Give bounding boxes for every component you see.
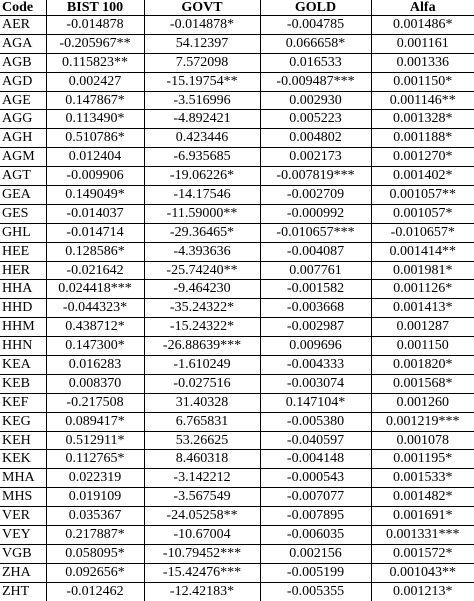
cell-alfa: 0.001213*	[371, 582, 474, 600]
table-row	[0, 34, 474, 53]
cell-alfa: 0.001188*	[371, 129, 474, 148]
cell-code: VGB	[0, 544, 46, 563]
cell-bist100: 0.115823**	[46, 53, 144, 72]
cell-govt: -3.142212	[144, 469, 260, 488]
cell-alfa: 0.001331***	[371, 526, 474, 545]
cell-code: KEB	[0, 374, 46, 393]
cell-govt: -29.36465*	[144, 223, 260, 242]
cell-govt: -14.17546	[144, 186, 260, 205]
cell-gold: -0.009487***	[260, 72, 371, 91]
header-bist100: BIST 100	[46, 0, 144, 16]
cell-code: KEH	[0, 431, 46, 450]
cell-govt: -0.014878*	[144, 16, 260, 35]
cell-code: KEA	[0, 356, 46, 375]
cell-bist100: 0.512911*	[46, 431, 144, 450]
cell-alfa: 0.001195*	[371, 450, 474, 469]
table-row	[0, 91, 474, 110]
cell-alfa: 0.001150	[371, 337, 474, 356]
cell-bist100: -0.009906	[46, 167, 144, 186]
cell-code: GHL	[0, 223, 46, 242]
cell-govt: 0.423446	[144, 129, 260, 148]
cell-code: VER	[0, 507, 46, 526]
cell-bist100: -0.217508	[46, 393, 144, 412]
cell-gold: 0.147104*	[260, 393, 371, 412]
cell-gold: -0.002987	[260, 318, 371, 337]
cell-alfa: 0.001691*	[371, 507, 474, 526]
cell-alfa: 0.001486*	[371, 16, 474, 35]
cell-gold: 0.016533	[260, 53, 371, 72]
table-row	[0, 507, 474, 526]
table-row	[0, 129, 474, 148]
cell-bist100: 0.002427	[46, 72, 144, 91]
cell-govt: 7.572098	[144, 53, 260, 72]
table-row	[0, 544, 474, 563]
cell-gold: 0.005223	[260, 110, 371, 129]
cell-gold: 0.007761	[260, 261, 371, 280]
cell-govt: -3.516996	[144, 91, 260, 110]
cell-code: HER	[0, 261, 46, 280]
table-row	[0, 110, 474, 129]
cell-govt: -0.027516	[144, 374, 260, 393]
cell-govt: -15.19754**	[144, 72, 260, 91]
cell-code: HEE	[0, 242, 46, 261]
cell-bist100: 0.438712*	[46, 318, 144, 337]
cell-gold: 0.002156	[260, 544, 371, 563]
table-row	[0, 280, 474, 299]
cell-govt: 8.460318	[144, 450, 260, 469]
cell-code: KEK	[0, 450, 46, 469]
cell-bist100: -0.014878	[46, 16, 144, 35]
table-row	[0, 299, 474, 318]
table-header	[0, 0, 474, 16]
table-row	[0, 261, 474, 280]
cell-code: AGG	[0, 110, 46, 129]
cell-govt: -4.892421	[144, 110, 260, 129]
cell-bist100: 0.510786*	[46, 129, 144, 148]
cell-code: AGH	[0, 129, 46, 148]
cell-bist100: 0.019109	[46, 488, 144, 507]
cell-gold: 0.004802	[260, 129, 371, 148]
table-row	[0, 223, 474, 242]
cell-alfa: 0.001260	[371, 393, 474, 412]
cell-code: HHM	[0, 318, 46, 337]
table-row	[0, 582, 474, 600]
cell-govt: -1.610249	[144, 356, 260, 375]
cell-code: HHD	[0, 299, 46, 318]
cell-alfa: 0.001482*	[371, 488, 474, 507]
cell-govt: -12.42183*	[144, 582, 260, 600]
cell-code: AGA	[0, 34, 46, 53]
header-gold: GOLD	[260, 0, 371, 16]
cell-code: AGD	[0, 72, 46, 91]
cell-alfa: 0.001328*	[371, 110, 474, 129]
cell-gold: -0.000992	[260, 204, 371, 223]
cell-govt: -3.567549	[144, 488, 260, 507]
table-row	[0, 242, 474, 261]
cell-gold: -0.004785	[260, 16, 371, 35]
header-govt: GOVT	[144, 0, 260, 16]
cell-code: KEG	[0, 412, 46, 431]
cell-bist100: 0.024418***	[46, 280, 144, 299]
cell-govt: -4.393636	[144, 242, 260, 261]
cell-alfa: 0.001146**	[371, 91, 474, 110]
table-row	[0, 450, 474, 469]
cell-gold: -0.003074	[260, 374, 371, 393]
cell-govt: -26.88639***	[144, 337, 260, 356]
cell-bist100: -0.205967**	[46, 34, 144, 53]
cell-gold: -0.005380	[260, 412, 371, 431]
cell-gold: 0.066658*	[260, 34, 371, 53]
cell-gold: -0.004333	[260, 356, 371, 375]
table-row	[0, 469, 474, 488]
cell-gold: 0.009696	[260, 337, 371, 356]
cell-govt: -25.74240**	[144, 261, 260, 280]
cell-govt: 54.12397	[144, 34, 260, 53]
header-row	[0, 0, 474, 16]
cell-govt: 53.26625	[144, 431, 260, 450]
cell-alfa: 0.001078	[371, 431, 474, 450]
table-row	[0, 526, 474, 545]
cell-govt: -9.464230	[144, 280, 260, 299]
cell-govt: -24.05258**	[144, 507, 260, 526]
cell-code: AGT	[0, 167, 46, 186]
header-code: Code	[0, 0, 46, 16]
cell-alfa: -0.010657*	[371, 223, 474, 242]
cell-bist100: 0.147300*	[46, 337, 144, 356]
cell-code: ZHT	[0, 582, 46, 600]
cell-alfa: 0.001219***	[371, 412, 474, 431]
cell-alfa: 0.001413*	[371, 299, 474, 318]
cell-alfa: 0.001287	[371, 318, 474, 337]
cell-bist100: 0.128586*	[46, 242, 144, 261]
cell-gold: -0.010657***	[260, 223, 371, 242]
cell-alfa: 0.001150*	[371, 72, 474, 91]
header-alfa: Alfa	[371, 0, 474, 16]
cell-bist100: 0.035367	[46, 507, 144, 526]
cell-gold: -0.006035	[260, 526, 371, 545]
cell-bist100: 0.022319	[46, 469, 144, 488]
table-row	[0, 393, 474, 412]
cell-govt: -15.24322*	[144, 318, 260, 337]
table-row	[0, 186, 474, 205]
table-row	[0, 431, 474, 450]
table-row	[0, 337, 474, 356]
cell-alfa: 0.001820*	[371, 356, 474, 375]
cell-govt: -11.59000**	[144, 204, 260, 223]
table-row	[0, 488, 474, 507]
cell-alfa: 0.001572*	[371, 544, 474, 563]
cell-alfa: 0.001568*	[371, 374, 474, 393]
table-row	[0, 148, 474, 167]
cell-gold: -0.003668	[260, 299, 371, 318]
cell-gold: -0.004087	[260, 242, 371, 261]
cell-gold: -0.007077	[260, 488, 371, 507]
cell-bist100: 0.058095*	[46, 544, 144, 563]
cell-alfa: 0.001043**	[371, 563, 474, 582]
cell-bist100: -0.014714	[46, 223, 144, 242]
cell-govt: -35.24322*	[144, 299, 260, 318]
table-row	[0, 72, 474, 91]
cell-code: KEF	[0, 393, 46, 412]
cell-bist100: 0.012404	[46, 148, 144, 167]
cell-alfa: 0.001270*	[371, 148, 474, 167]
cell-govt: -10.79452***	[144, 544, 260, 563]
table-row	[0, 318, 474, 337]
cell-govt: 6.765831	[144, 412, 260, 431]
cell-code: AGM	[0, 148, 46, 167]
cell-alfa: 0.001336	[371, 53, 474, 72]
cell-gold: -0.001582	[260, 280, 371, 299]
cell-alfa: 0.001057*	[371, 204, 474, 223]
cell-gold: -0.040597	[260, 431, 371, 450]
cell-gold: -0.007895	[260, 507, 371, 526]
cell-code: AGE	[0, 91, 46, 110]
cell-bist100: 0.089417*	[46, 412, 144, 431]
cell-bist100: 0.092656*	[46, 563, 144, 582]
cell-bist100: 0.112765*	[46, 450, 144, 469]
cell-code: AGB	[0, 53, 46, 72]
cell-code: VEY	[0, 526, 46, 545]
cell-bist100: -0.021642	[46, 261, 144, 280]
table-row	[0, 412, 474, 431]
table-row	[0, 204, 474, 223]
cell-code: MHA	[0, 469, 46, 488]
cell-code: HHN	[0, 337, 46, 356]
cell-alfa: 0.001414**	[371, 242, 474, 261]
cell-code: ZHA	[0, 563, 46, 582]
cell-bist100: -0.044323*	[46, 299, 144, 318]
cell-govt: -6.935685	[144, 148, 260, 167]
table-row	[0, 563, 474, 582]
cell-govt: -10.67004	[144, 526, 260, 545]
cell-bist100: 0.217887*	[46, 526, 144, 545]
table-row	[0, 374, 474, 393]
cell-alfa: 0.001057**	[371, 186, 474, 205]
cell-alfa: 0.001126*	[371, 280, 474, 299]
table-row	[0, 356, 474, 375]
cell-gold: 0.002930	[260, 91, 371, 110]
cell-bist100: 0.149049*	[46, 186, 144, 205]
cell-bist100: -0.012462	[46, 582, 144, 600]
table-body	[0, 16, 474, 601]
table-row	[0, 53, 474, 72]
cell-bist100: 0.016283	[46, 356, 144, 375]
cell-alfa: 0.001161	[371, 34, 474, 53]
cell-bist100: -0.014037	[46, 204, 144, 223]
table-row	[0, 16, 474, 35]
cell-code: AER	[0, 16, 46, 35]
cell-alfa: 0.001533*	[371, 469, 474, 488]
table-row	[0, 167, 474, 186]
cell-bist100: 0.113490*	[46, 110, 144, 129]
cell-code: GEA	[0, 186, 46, 205]
cell-bist100: 0.008370	[46, 374, 144, 393]
cell-gold: -0.000543	[260, 469, 371, 488]
cell-gold: -0.005355	[260, 582, 371, 600]
cell-code: HHA	[0, 280, 46, 299]
cell-bist100: 0.147867*	[46, 91, 144, 110]
cell-alfa: 0.001981*	[371, 261, 474, 280]
cell-govt: 31.40328	[144, 393, 260, 412]
cell-gold: -0.004148	[260, 450, 371, 469]
cell-gold: -0.002709	[260, 186, 371, 205]
cell-code: GES	[0, 204, 46, 223]
cell-alfa: 0.001402*	[371, 167, 474, 186]
cell-govt: -15.42476***	[144, 563, 260, 582]
cell-gold: 0.002173	[260, 148, 371, 167]
cell-govt: -19.06226*	[144, 167, 260, 186]
cell-gold: -0.007819***	[260, 167, 371, 186]
cell-gold: -0.005199	[260, 563, 371, 582]
cell-code: MHS	[0, 488, 46, 507]
